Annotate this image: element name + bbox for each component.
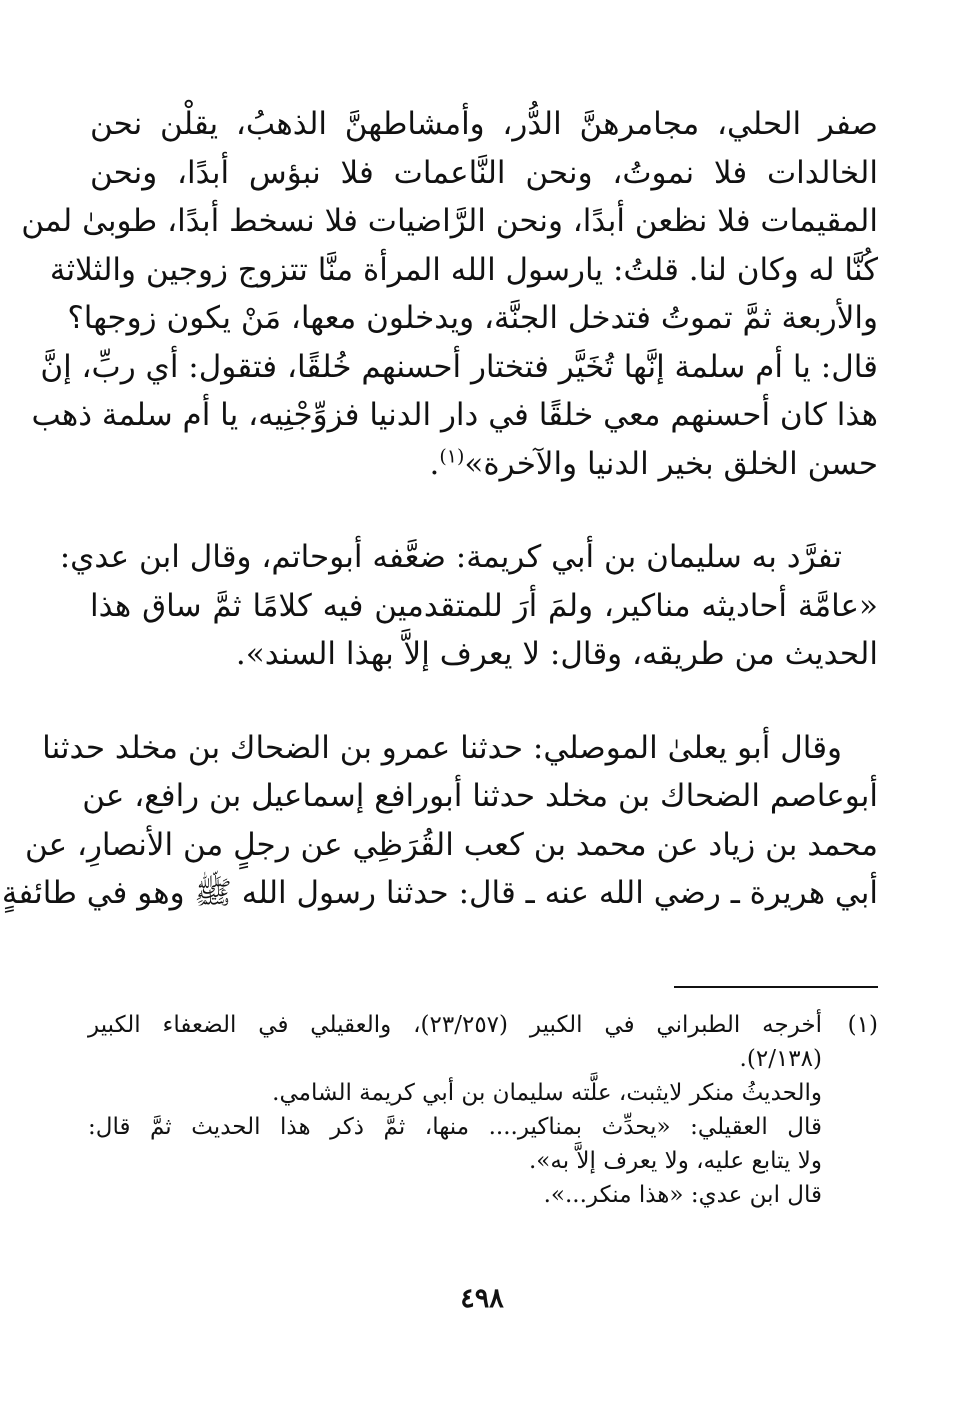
footnote-1 [88, 1008, 878, 1212]
footnote-line: قال العقيلي: «يحدِّث بمناكير.... منها، ثمَّ ذكر هذا الحديث ثمَّ قال: [88, 1114, 822, 1140]
text-line: هذا كان أحسنهم معي خلقًا في دار الدنيا فزوِّجْنِيه، يا أم سلمة ذهب [31, 397, 878, 433]
footnote-line: ولا يتابع عليه، ولا يعرف إلاَّ به». [529, 1148, 822, 1174]
text-line: وقال أبو يعلىٰ الموصلي: حدثنا عمرو بن الضحاك بن مخلد حدثنا [42, 729, 842, 766]
text-line: محمد بن زياد عن محمد بن كعب القُرَظِي عن رجلٍ من الأنصارِ، عن [25, 826, 878, 863]
text-line: والأربعة ثمَّ تموتُ فتدخل الجنَّة، ويدخلون معها، مَنْ يكون زوجها؟ [67, 300, 878, 336]
text-line: حسن الخلق بخير الدنيا والآخرة» [464, 445, 878, 482]
text-line: «عامَّة أحاديثه مناكير، ولمَ أرَ للمتقدمين فيه كلامًا ثمَّ ساق هذا [90, 587, 878, 624]
footnote-number: (١) [847, 1012, 878, 1038]
footnote-line: (٢/١٣٨). [739, 1046, 822, 1072]
paragraph-3 [1, 724, 878, 918]
text-line: الحديث من طريقه، وقال: لا يعرف إلاَّ بهذا السند». [235, 636, 878, 672]
sentence-end: . [429, 445, 440, 482]
text-line: صفر الحلي، مجامرهنَّ الدُّر، وأمشاطهنَّ الذهبُ، يقلْن نحن [90, 106, 878, 142]
footnote-separator [674, 986, 878, 988]
text-line: أبوعاصم الضحاك بن مخلد حدثنا أبورافع إسماعيل بن رافع، عن [82, 778, 878, 814]
footnote-line: قال ابن عدي: «هذا منكر...». [543, 1182, 822, 1208]
text-line: الخالدات فلا نموتُ، ونحن النَّاعمات فلا نبؤس أبدًا، ونحن [90, 154, 878, 191]
main-text [1, 100, 878, 918]
footnote-line: والحديثُ منكر لايثبت، علَّته سليمان بن أبي كريمة الشامي. [272, 1080, 822, 1106]
text-line: أبي هريرة ـ رضي الله عنه ـ قال: حدثنا رسول الله ﷺ وهو في طائفةٍ [1, 875, 878, 911]
footnotes [88, 1008, 878, 1212]
footnote-ref[interactable]: (١) [439, 445, 465, 468]
paragraph-1 [21, 100, 878, 488]
page-number: ٤٩٨ [460, 1283, 504, 1314]
paragraph-2 [59, 533, 878, 679]
text-line: كُنَّا له وكان لنا. قلتُ: يارسول الله المرأة منَّا تتزوج زوجين والثلاثة [49, 251, 878, 288]
footnote-line: أخرجه الطبراني في الكبير (٢٣/٢٥٧)، والعقيلي في الضعفاء الكبير [88, 1012, 822, 1038]
text-line-last [90, 440, 878, 489]
text-line: المقيمات فلا نظعن أبدًا، ونحن الرَّاضيات فلا نسخط أبدًا، طوبىٰ لمن [21, 203, 878, 239]
text-line: قال: يا أم سلمة إنَّها تُخَيَّر فتختار أحسنهم خُلقًا، فتقول: أي ربِّ، إنَّ [40, 348, 878, 385]
text-line: تفرَّد به سليمان بن أبي كريمة: ضعَّفه أبوحاتم، وقال ابن عدي: [59, 539, 842, 575]
